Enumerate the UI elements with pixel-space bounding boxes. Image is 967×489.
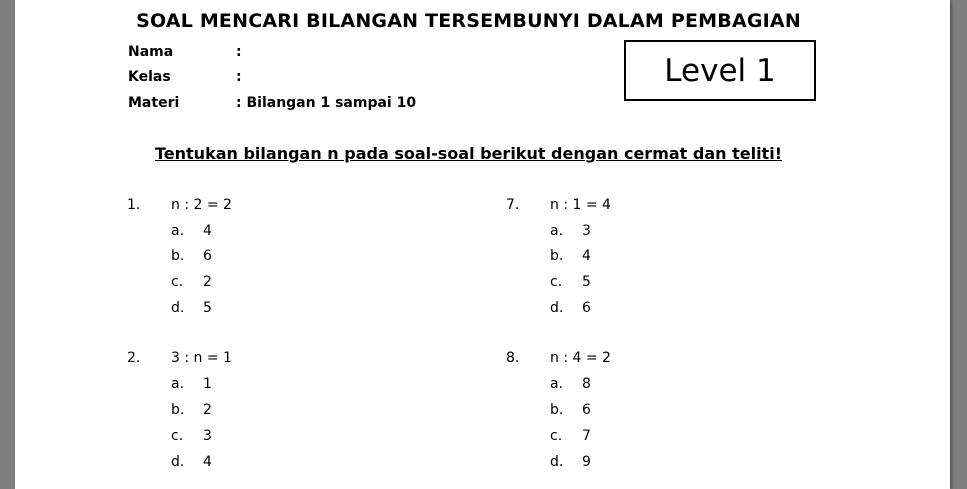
option-value: 6	[582, 300, 591, 316]
info-label: Kelas	[128, 69, 171, 85]
option-value: 8	[582, 376, 591, 392]
option-value: 7	[582, 428, 591, 444]
question-number: 7.	[506, 197, 520, 213]
option-letter: b.	[550, 402, 564, 418]
option-value: 4	[582, 248, 591, 264]
info-value: :	[236, 44, 242, 60]
option-value: 5	[582, 274, 591, 290]
option-value: 9	[582, 454, 591, 470]
info-value: :	[236, 69, 242, 85]
option-letter: a.	[171, 376, 185, 392]
question-number: 8.	[506, 350, 520, 366]
option-letter: d.	[550, 300, 564, 316]
question-text: n : 4 = 2	[550, 350, 611, 366]
option-letter: c.	[550, 428, 563, 444]
option-letter: b.	[171, 248, 185, 264]
option-value: 5	[203, 300, 212, 316]
option-value: 6	[203, 248, 212, 264]
option-letter: d.	[550, 454, 564, 470]
option-letter: b.	[171, 402, 185, 418]
question-text: n : 2 = 2	[171, 197, 232, 213]
level-box	[624, 40, 816, 101]
option-letter: a.	[550, 376, 564, 392]
info-value: : Bilangan 1 sampai 10	[236, 95, 417, 111]
option-letter: a.	[550, 223, 564, 239]
option-letter: c.	[171, 274, 184, 290]
option-value: 4	[203, 454, 212, 470]
option-value: 3	[582, 223, 591, 239]
option-letter: c.	[550, 274, 563, 290]
info-label: Nama	[128, 44, 174, 60]
option-value: 3	[203, 428, 212, 444]
option-value: 1	[203, 376, 212, 392]
instruction-text: Tentukan bilangan n pada soal-soal berikut dengan cermat dan teliti!	[155, 144, 782, 163]
document-title: SOAL MENCARI BILANGAN TERSEMBUNYI DALAM PEMBAGIAN	[136, 10, 801, 32]
option-value: 2	[203, 402, 212, 418]
option-value: 4	[203, 223, 212, 239]
question-text: n : 1 = 4	[550, 197, 611, 213]
option-value: 6	[582, 402, 591, 418]
option-letter: d.	[171, 300, 185, 316]
option-letter: a.	[171, 223, 185, 239]
level-label: Level 1	[664, 52, 776, 89]
question-text: 3 : n = 1	[171, 350, 232, 366]
option-letter: c.	[171, 428, 184, 444]
option-value: 2	[203, 274, 212, 290]
option-letter: d.	[171, 454, 185, 470]
option-letter: b.	[550, 248, 564, 264]
question-number: 2.	[127, 350, 141, 366]
question-number: 1.	[127, 197, 141, 213]
info-label: Materi	[128, 95, 180, 111]
